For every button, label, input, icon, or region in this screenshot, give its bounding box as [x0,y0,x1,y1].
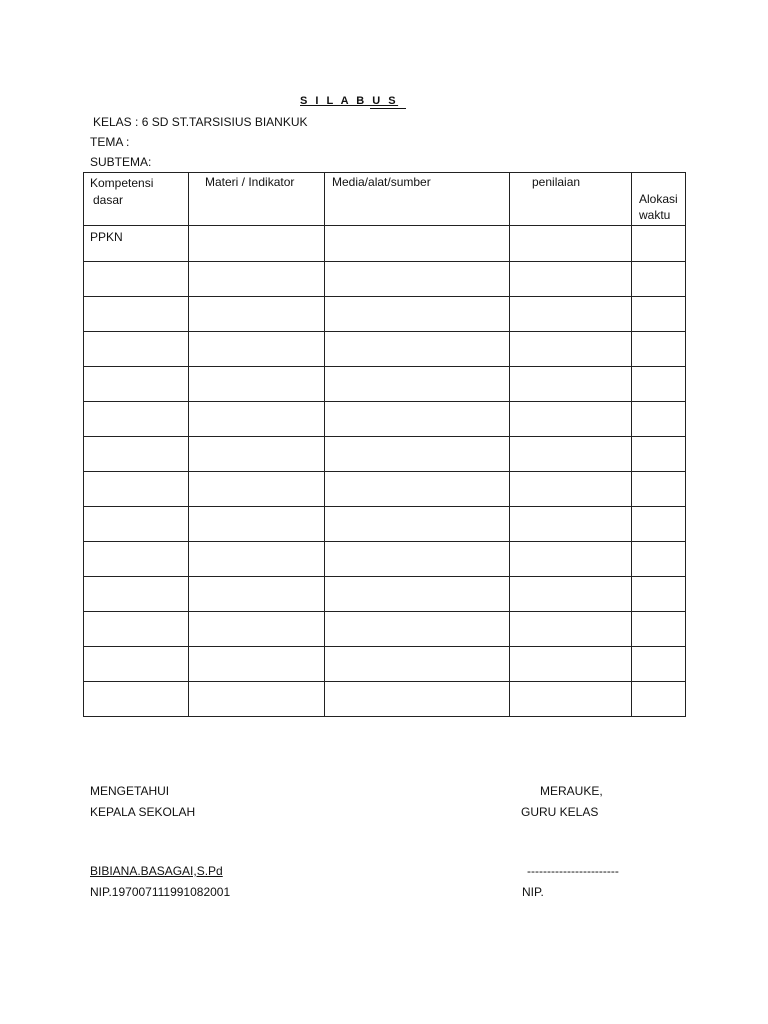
table-cell [632,507,686,542]
table-cell [510,367,632,402]
table-cell [510,402,632,437]
table-row [84,542,686,577]
silabus-table [83,172,686,717]
table-cell [84,367,189,402]
table-cell [632,542,686,577]
table-cell [325,507,510,542]
header-penilaian [510,173,632,226]
table-cell [325,332,510,367]
table-cell [189,612,325,647]
table-cell [325,437,510,472]
table-cell [632,647,686,682]
table-cell [510,297,632,332]
table-cell [632,472,686,507]
table-cell [84,472,189,507]
table-cell [189,647,325,682]
table-cell [510,647,632,682]
document-title: S I L A B U S [300,95,399,107]
table-cell [189,507,325,542]
table-cell [510,542,632,577]
table-cell [189,682,325,717]
mengetahui-label: MENGETAHUI [90,784,170,798]
table-cell [189,262,325,297]
header-materi-label: Materi / Indikator [205,175,295,189]
table-cell [84,682,189,717]
header-media-label: Media/alat/sumber [332,175,431,189]
table-cell [84,297,189,332]
kepala-sekolah-nip: NIP.197007111991082001 [90,885,231,899]
table-cell [325,682,510,717]
merauke-label: MERAUKE, [540,784,603,798]
table-cell [84,437,189,472]
table-cell [84,612,189,647]
header-alokasi-line2: waktu [639,208,671,222]
table-cell [510,332,632,367]
table-row [84,472,686,507]
table-cell [632,262,686,297]
table-cell [632,577,686,612]
table-cell [84,542,189,577]
table-cell [189,402,325,437]
header-media [325,173,510,226]
table-cell [632,226,686,262]
table-row [84,437,686,472]
table-cell [84,507,189,542]
table-cell [510,472,632,507]
table-cell [510,437,632,472]
table-cell [510,507,632,542]
table-cell [84,647,189,682]
table-cell [325,612,510,647]
table-cell [189,367,325,402]
table-cell [510,612,632,647]
table-cell [189,332,325,367]
table-cell [632,682,686,717]
table-cell [510,262,632,297]
table-row [84,402,686,437]
table-row [84,612,686,647]
table-cell [325,577,510,612]
table-row [84,577,686,612]
table-cell [632,612,686,647]
header-alokasi-line1: Alokasi [639,192,678,206]
subtema-line: SUBTEMA: [90,155,152,169]
table-cell [510,682,632,717]
header-materi-indikator [189,173,325,226]
table-cell [84,262,189,297]
table-row [84,647,686,682]
kepala-sekolah-label: KEPALA SEKOLAH [90,805,196,819]
kepala-sekolah-name: BIBIANA.BASAGAI,S.Pd [90,864,223,878]
table-cell [325,402,510,437]
kelas-line: KELAS : 6 SD ST.TARSISIUS BIANKUK [93,115,308,129]
table-row [84,226,686,262]
table-cell [84,577,189,612]
table-cell [325,472,510,507]
table-cell [632,367,686,402]
header-kompetensi-line1: Kompetensi [90,176,154,190]
table-cell [84,332,189,367]
table-row [84,507,686,542]
header-kompetensi-dasar [84,173,189,226]
table-cell [189,226,325,262]
table-cell [325,542,510,577]
table-header-row [84,173,686,226]
table-cell [189,542,325,577]
table-row [84,262,686,297]
table-cell [632,297,686,332]
guru-kelas-nip: NIP. [522,885,544,899]
table-cell [189,577,325,612]
title-underline [370,108,406,109]
table-cell [189,297,325,332]
table-cell [510,226,632,262]
table-cell [189,472,325,507]
tema-line: TEMA : [90,135,130,149]
guru-kelas-label: GURU KELAS [521,805,599,819]
table-cell [325,367,510,402]
table-row [84,682,686,717]
guru-kelas-name-placeholder: ----------------------- [527,864,619,878]
cell-subject: PPKN [84,226,189,262]
table-cell [325,647,510,682]
header-alokasi-waktu [632,173,686,226]
table-cell [84,402,189,437]
table-row [84,332,686,367]
table-cell [325,226,510,262]
table-cell [325,262,510,297]
table-cell [632,402,686,437]
table-cell [189,437,325,472]
table-row [84,297,686,332]
table-cell [632,332,686,367]
table-cell [510,577,632,612]
header-penilaian-label: penilaian [532,175,581,189]
table-row [84,367,686,402]
table-cell [325,297,510,332]
table-cell [632,437,686,472]
header-kompetensi-line2: dasar [93,193,124,207]
